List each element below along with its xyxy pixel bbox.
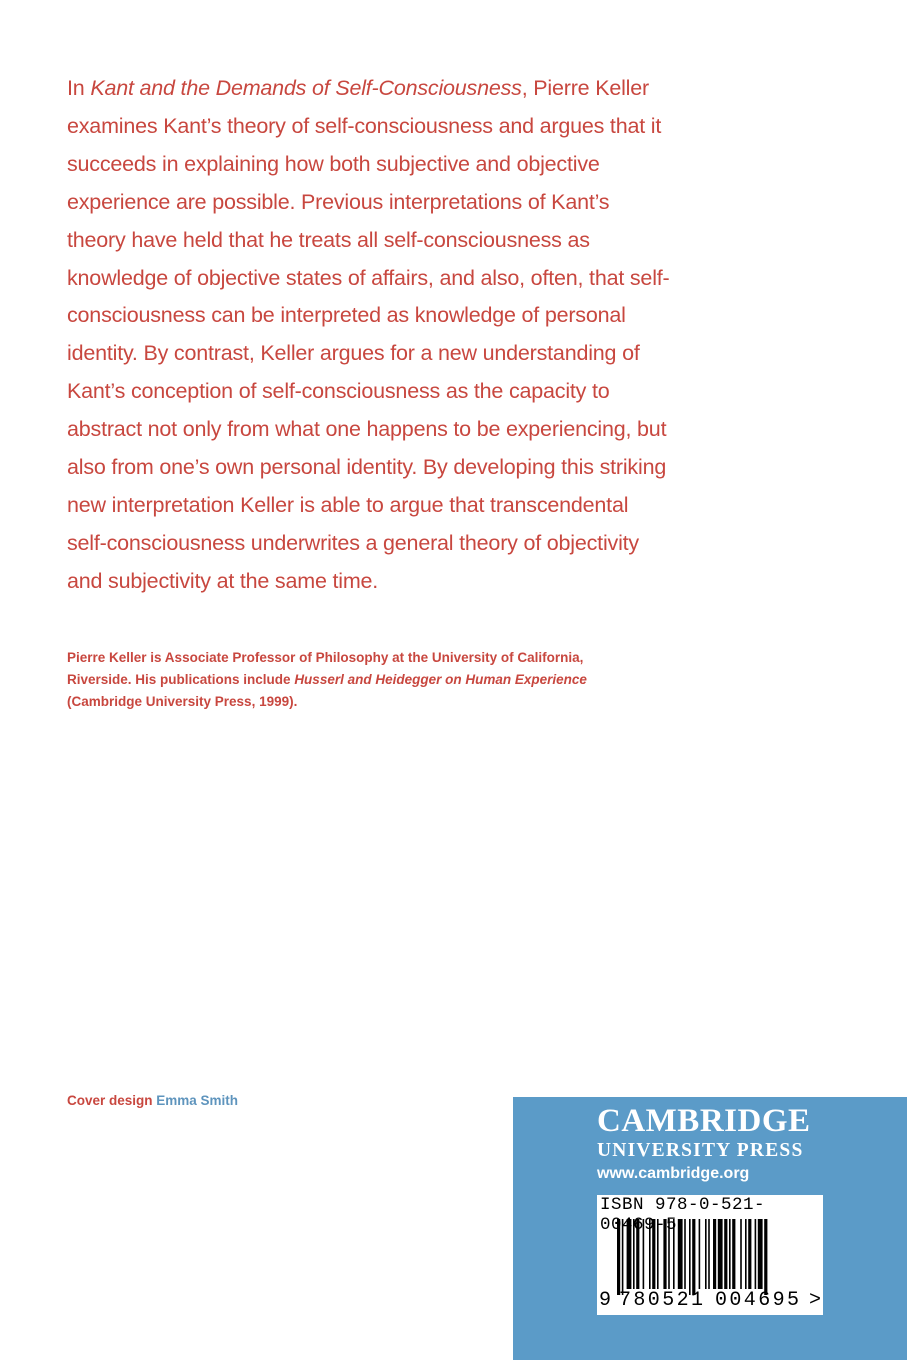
cover-credit [67, 1093, 238, 1108]
barcode-left-group: 780521 [619, 1289, 706, 1312]
cover-credit-label: Cover design [67, 1093, 157, 1108]
author-bio [67, 647, 627, 713]
book-description [67, 70, 672, 601]
barcode-right-group: 004695 [715, 1289, 802, 1312]
publisher-subtitle: UNIVERSITY PRESS [597, 1140, 804, 1161]
publisher-name: CAMBRIDGE [597, 1103, 811, 1139]
book-title: Kant and the Demands of Self-Consciousness [90, 76, 522, 100]
description-paragraph [67, 70, 672, 601]
author-work-title: Husserl and Heidegger on Human Experience [294, 672, 587, 687]
author-publisher-note: (Cambridge University Press, 1999). [67, 694, 298, 709]
isbn-label: ISBN 978-0-521-00469-5 [600, 1195, 766, 1235]
barcode-quiet-mark: > [809, 1289, 822, 1312]
author-bio-text: Pierre Keller is Associate Professor of Philosophy at the University of California, Riverside. His publications include [67, 650, 584, 687]
description-text: , Pierre Keller examines Kant’s theory of self-consciousness and argues that it succeeds in explaining how both subjective and objective experience are possible. Previous interpretations of Kant’s theory have held that he treats all self-consciousness as knowledge of objective states of affairs, and also, often, that self-consciousness can be interpreted as knowledge of personal identity. By contrast, Keller argues for a new understanding of Kant’s conception of self-consciousness as the capacity to abstract not only from what one happens to be experiencing, but also from one’s own personal identity. By developing this striking new interpretation Keller is able to argue that transcendental self-consciousness underwrites a general theory of objectivity and subjectivity at the same time. [67, 76, 670, 593]
publisher-panel [513, 1097, 907, 1360]
isbn-barcode [597, 1195, 823, 1315]
publisher-url: www.cambridge.org [597, 1165, 750, 1182]
barcode-digits [597, 1289, 823, 1315]
cover-designer-name: Emma Smith [156, 1093, 239, 1108]
description-intro: In [67, 76, 91, 100]
barcode-first-digit: 9 [599, 1289, 612, 1312]
